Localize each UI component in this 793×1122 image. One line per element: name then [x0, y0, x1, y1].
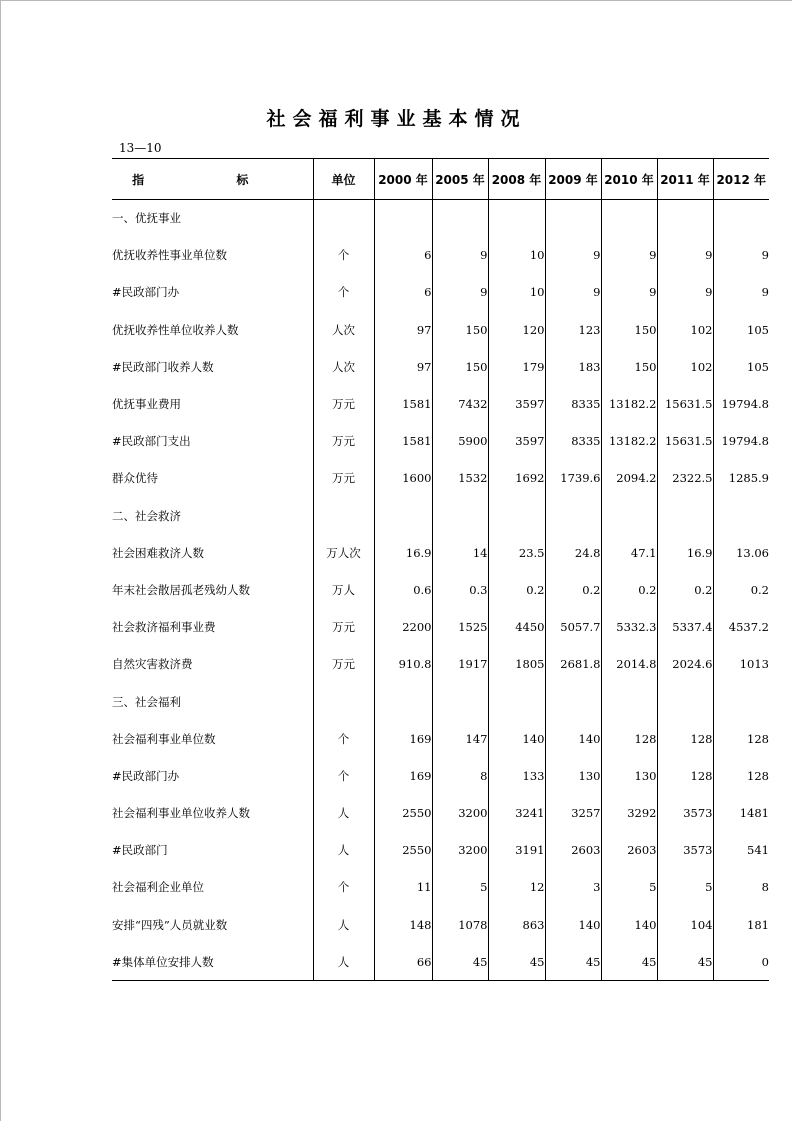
table-row [112, 348, 769, 385]
value-cell [488, 683, 545, 720]
value-cell: 863 [488, 906, 545, 943]
value-cell [713, 497, 769, 534]
value-cell: 130 [545, 757, 601, 794]
unit-cell: 个 [313, 274, 374, 311]
value-cell: 1532 [432, 460, 488, 497]
value-cell [545, 200, 601, 237]
unit-cell: 人次 [313, 348, 374, 385]
value-cell: 181 [713, 906, 769, 943]
value-cell: 0.2 [488, 571, 545, 608]
value-cell [432, 683, 488, 720]
value-cell: 14 [432, 534, 488, 571]
value-cell: 97 [374, 348, 432, 385]
value-cell: 9 [432, 237, 488, 274]
indicator-label: 社会困难救济人数 [112, 545, 204, 560]
value-cell: 2550 [374, 795, 432, 832]
value-cell [374, 200, 432, 237]
value-cell: 13182.2 [601, 423, 657, 460]
unit-cell: 个 [313, 757, 374, 794]
value-cell: 0.2 [545, 571, 601, 608]
value-cell [374, 497, 432, 534]
section-row [112, 200, 769, 237]
value-cell: 45 [488, 943, 545, 980]
value-cell: 8335 [545, 385, 601, 422]
unit-cell: 万元 [313, 460, 374, 497]
value-cell [601, 200, 657, 237]
value-cell: 5332.3 [601, 609, 657, 646]
value-cell: 8335 [545, 423, 601, 460]
value-cell: 9 [601, 274, 657, 311]
value-cell: 9 [657, 237, 713, 274]
value-cell: 0.3 [432, 571, 488, 608]
indicator-label: 群众优待 [112, 471, 158, 486]
value-cell: 120 [488, 311, 545, 348]
value-cell: 2094.2 [601, 460, 657, 497]
table-row [112, 757, 769, 794]
indicator-label: #民政部门办 [112, 285, 180, 300]
unit-cell: 人 [313, 832, 374, 869]
value-cell: 19794.8 [713, 423, 769, 460]
value-cell: 147 [432, 720, 488, 757]
value-cell: 128 [601, 720, 657, 757]
table-row [112, 795, 769, 832]
section-label: 三、社会福利 [112, 694, 181, 709]
indicator-label: 安排“四残”人员就业数 [112, 917, 228, 932]
unit-cell: 万元 [313, 385, 374, 422]
column-header: 2005 年 [432, 159, 488, 200]
table-row [112, 720, 769, 757]
value-cell: 3292 [601, 795, 657, 832]
value-cell: 0.2 [713, 571, 769, 608]
value-cell: 150 [432, 311, 488, 348]
table-row [112, 237, 769, 274]
value-cell: 5 [432, 869, 488, 906]
value-cell: 15631.5 [657, 423, 713, 460]
value-cell: 1692 [488, 460, 545, 497]
value-cell: 9 [545, 237, 601, 274]
unit-cell [313, 200, 374, 237]
indicator-label: 社会福利事业单位数 [112, 731, 216, 746]
value-cell: 3257 [545, 795, 601, 832]
value-cell [657, 497, 713, 534]
unit-cell: 个 [313, 869, 374, 906]
value-cell: 128 [657, 757, 713, 794]
indicator-label: 社会福利企业单位 [112, 880, 204, 895]
value-cell [545, 497, 601, 534]
value-cell: 104 [657, 906, 713, 943]
section-label: 一、优抚事业 [112, 211, 181, 226]
value-cell: 105 [713, 311, 769, 348]
indicator-label: 优抚收养性事业单位数 [112, 248, 227, 263]
column-header: 2000 年 [374, 159, 432, 200]
unit-cell [313, 683, 374, 720]
indicator-label: #集体单位安排人数 [112, 943, 313, 980]
value-cell: 140 [601, 906, 657, 943]
value-cell: 24.8 [545, 534, 601, 571]
value-cell: 150 [601, 348, 657, 385]
value-cell: 16.9 [657, 534, 713, 571]
value-cell: 3200 [432, 795, 488, 832]
value-cell: 9 [432, 274, 488, 311]
value-cell: 1739.6 [545, 460, 601, 497]
indicator-label: 社会救济福利事业费 [112, 620, 216, 635]
value-cell: 9 [601, 237, 657, 274]
value-cell: 47.1 [601, 534, 657, 571]
value-cell: 0.2 [657, 571, 713, 608]
value-cell: 1481 [713, 795, 769, 832]
value-cell: 1917 [432, 646, 488, 683]
indicator-label: 优抚事业费用 [112, 397, 181, 412]
value-cell: 2014.8 [601, 646, 657, 683]
value-cell [545, 683, 601, 720]
table-row [112, 571, 769, 608]
value-cell: 128 [657, 720, 713, 757]
value-cell: 150 [601, 311, 657, 348]
indicator-label: 社会福利事业单位收养人数 [112, 806, 250, 821]
column-header: 2010 年 [601, 159, 657, 200]
column-header: 指 标 [112, 159, 313, 200]
table-row [112, 534, 769, 571]
unit-cell: 万元 [313, 646, 374, 683]
value-cell: 11 [374, 869, 432, 906]
value-cell [432, 497, 488, 534]
unit-cell: 个 [313, 237, 374, 274]
value-cell [657, 683, 713, 720]
value-cell: 128 [713, 757, 769, 794]
unit-cell: 人 [313, 795, 374, 832]
unit-cell [313, 497, 374, 534]
value-cell [601, 683, 657, 720]
value-cell: 1285.9 [713, 460, 769, 497]
column-header: 2009 年 [545, 159, 601, 200]
value-cell: 123 [545, 311, 601, 348]
value-cell: 5337.4 [657, 609, 713, 646]
value-cell [713, 683, 769, 720]
table-row [112, 832, 769, 869]
value-cell: 5900 [432, 423, 488, 460]
unit-cell: 万元 [313, 609, 374, 646]
value-cell: 3573 [657, 832, 713, 869]
table-row [112, 311, 769, 348]
statistics-table [112, 158, 769, 981]
value-cell: 5 [657, 869, 713, 906]
value-cell: 2322.5 [657, 460, 713, 497]
table-body [112, 200, 769, 981]
indicator-label: #民政部门 [112, 843, 168, 858]
value-cell: 2200 [374, 609, 432, 646]
value-cell: 13182.2 [601, 385, 657, 422]
value-cell: 169 [374, 720, 432, 757]
value-cell: 1525 [432, 609, 488, 646]
table-row [112, 906, 769, 943]
value-cell: 45 [601, 943, 657, 980]
indicator-label: #民政部门支出 [112, 434, 191, 449]
value-cell: 3200 [432, 832, 488, 869]
value-cell: 1581 [374, 385, 432, 422]
value-cell: 2603 [601, 832, 657, 869]
value-cell: 2550 [374, 832, 432, 869]
value-cell: 183 [545, 348, 601, 385]
value-cell: 140 [545, 720, 601, 757]
value-cell: 0 [713, 943, 769, 980]
value-cell: 3241 [488, 795, 545, 832]
value-cell: 12 [488, 869, 545, 906]
value-cell: 15631.5 [657, 385, 713, 422]
value-cell [432, 200, 488, 237]
value-cell: 2681.8 [545, 646, 601, 683]
value-cell: 9 [657, 274, 713, 311]
indicator-label: 优抚收养性单位收养人数 [112, 322, 239, 337]
value-cell: 9 [713, 237, 769, 274]
value-cell: 2024.6 [657, 646, 713, 683]
value-cell: 3597 [488, 423, 545, 460]
value-cell: 6 [374, 237, 432, 274]
value-cell [488, 200, 545, 237]
value-cell [657, 200, 713, 237]
section-label: 二、社会救济 [112, 508, 181, 523]
value-cell: 128 [713, 720, 769, 757]
value-cell: 9 [713, 274, 769, 311]
unit-cell: 万人 [313, 571, 374, 608]
value-cell: 140 [488, 720, 545, 757]
unit-cell: 人 [313, 943, 374, 980]
value-cell: 8 [432, 757, 488, 794]
value-cell: 102 [657, 348, 713, 385]
value-cell: 0.2 [601, 571, 657, 608]
indicator-label: 自然灾害救济费 [112, 657, 193, 672]
value-cell [713, 200, 769, 237]
column-header: 2012 年 [713, 159, 769, 200]
value-cell: 0.6 [374, 571, 432, 608]
table-row [112, 609, 769, 646]
value-cell: 169 [374, 757, 432, 794]
table-row [112, 943, 769, 980]
table-row [112, 646, 769, 683]
value-cell: 140 [545, 906, 601, 943]
value-cell: 4537.2 [713, 609, 769, 646]
value-cell: 541 [713, 832, 769, 869]
value-cell: 45 [657, 943, 713, 980]
table-row [112, 385, 769, 422]
value-cell: 5 [601, 869, 657, 906]
table-row [112, 460, 769, 497]
value-cell: 1013 [713, 646, 769, 683]
value-cell [374, 683, 432, 720]
table-number: 13—10 [119, 141, 162, 155]
unit-cell: 人次 [313, 311, 374, 348]
section-row [112, 497, 769, 534]
value-cell: 3597 [488, 385, 545, 422]
value-cell: 1078 [432, 906, 488, 943]
unit-cell: 万人次 [313, 534, 374, 571]
table-row [112, 869, 769, 906]
value-cell: 3191 [488, 832, 545, 869]
value-cell: 133 [488, 757, 545, 794]
value-cell: 5057.7 [545, 609, 601, 646]
indicator-label: 年末社会散居孤老残幼人数 [112, 582, 250, 597]
value-cell: 105 [713, 348, 769, 385]
table-header-row [112, 159, 769, 200]
unit-cell: 个 [313, 720, 374, 757]
column-header: 2011 年 [657, 159, 713, 200]
value-cell: 1581 [374, 423, 432, 460]
value-cell: 13.06 [713, 534, 769, 571]
column-header: 2008 年 [488, 159, 545, 200]
indicator-label: #民政部门收养人数 [112, 359, 214, 374]
value-cell: 7432 [432, 385, 488, 422]
value-cell: 9 [545, 274, 601, 311]
value-cell: 4450 [488, 609, 545, 646]
value-cell [601, 497, 657, 534]
value-cell: 19794.8 [713, 385, 769, 422]
value-cell: 3 [545, 869, 601, 906]
value-cell: 130 [601, 757, 657, 794]
value-cell: 1600 [374, 460, 432, 497]
table-row [112, 423, 769, 460]
value-cell: 1805 [488, 646, 545, 683]
value-cell: 97 [374, 311, 432, 348]
value-cell: 45 [432, 943, 488, 980]
value-cell: 6 [374, 274, 432, 311]
value-cell: 2603 [545, 832, 601, 869]
unit-cell: 万元 [313, 423, 374, 460]
value-cell: 8 [713, 869, 769, 906]
value-cell: 66 [374, 943, 432, 980]
value-cell [488, 497, 545, 534]
value-cell: 150 [432, 348, 488, 385]
value-cell: 23.5 [488, 534, 545, 571]
value-cell: 102 [657, 311, 713, 348]
unit-cell: 人 [313, 906, 374, 943]
value-cell: 45 [545, 943, 601, 980]
column-header: 单位 [313, 159, 374, 200]
value-cell: 148 [374, 906, 432, 943]
value-cell: 16.9 [374, 534, 432, 571]
table-row [112, 274, 769, 311]
value-cell: 3573 [657, 795, 713, 832]
value-cell: 10 [488, 274, 545, 311]
indicator-label: #民政部门办 [112, 768, 180, 783]
value-cell: 910.8 [374, 646, 432, 683]
value-cell: 179 [488, 348, 545, 385]
value-cell: 10 [488, 237, 545, 274]
page-title: 社会福利事业基本情况 [266, 108, 527, 130]
section-row [112, 683, 769, 720]
